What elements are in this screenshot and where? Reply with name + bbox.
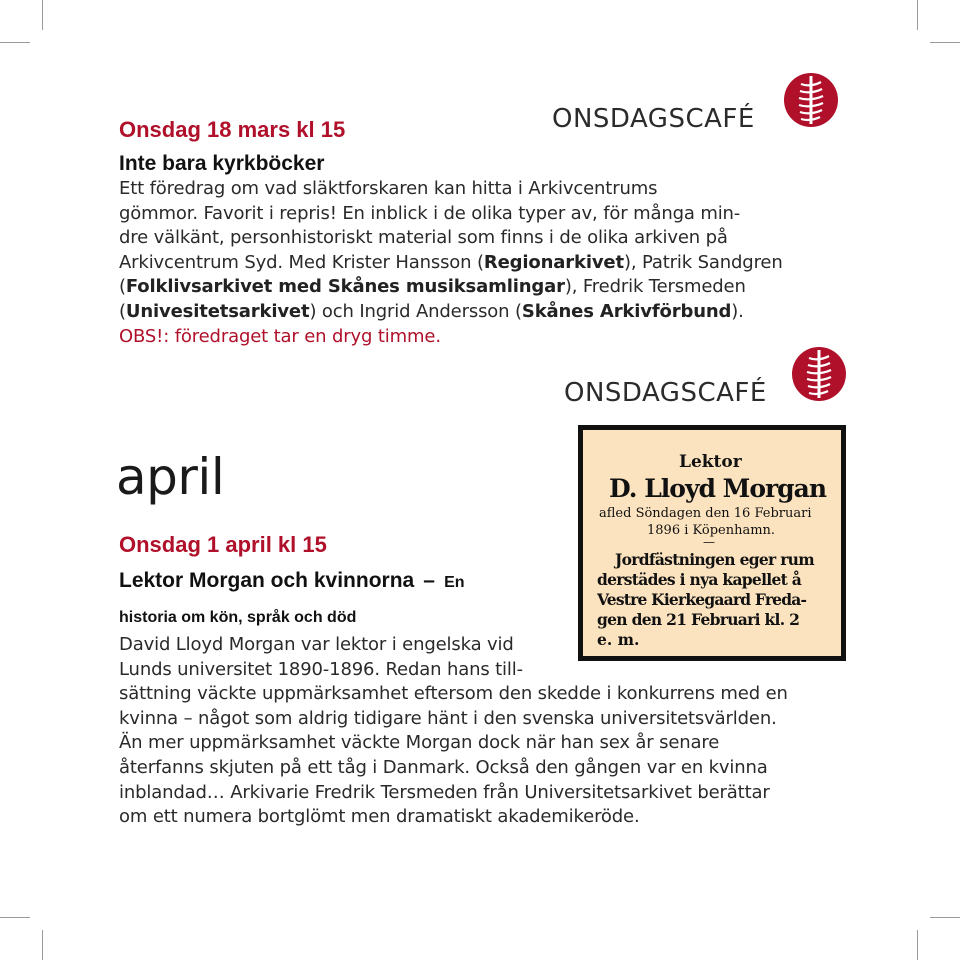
- crop-mark: [930, 917, 960, 918]
- event2-title: [119, 569, 465, 593]
- archive-name: Folklivsarkivet med Skånes musiksamlingar: [125, 276, 565, 298]
- clipping-line: Vestre Kierkegaard Freda-: [597, 590, 807, 609]
- event2-line: kvinna – något som aldrig tidigare hänt i den svenska universitetsvärlden.: [119, 707, 777, 729]
- crop-mark: [917, 0, 918, 30]
- event2-description: [119, 633, 788, 830]
- clipping-heading: Lektor: [679, 452, 742, 472]
- event2-line: sättning väckte uppmärksamhet eftersom den skedde i konkurrens med en: [119, 683, 788, 705]
- clipping-name: D. Lloyd Morgan: [609, 474, 827, 503]
- event1-line: (Folklivsarkivet med Skånes musiksamlingar), Fredrik Tersmeden: [119, 276, 746, 298]
- crop-mark: [930, 42, 960, 43]
- event1-line: Arkivcentrum Syd. Med Krister Hansson (Regionarkivet), Patrik Sandgren: [119, 251, 783, 273]
- event1-description: [119, 177, 783, 349]
- event2-title-dash: –: [423, 569, 435, 592]
- event2-line: återfanns skjuten på ett tåg i Danmark. Också den gången var en kvinna: [119, 756, 768, 778]
- newspaper-clipping: [578, 425, 846, 661]
- clipping-line: —: [703, 535, 715, 549]
- clipping-line: 1896 i Köpenhamn.: [647, 523, 776, 538]
- clipping-line: e. m.: [597, 630, 640, 649]
- event1-line: Ett föredrag om vad släktforskaren kan hitta i Arkivcentrums: [119, 178, 658, 199]
- event2-line: inblandad… Arkivarie Fredrik Tersmeden från Universitetsarkivet berättar: [119, 781, 770, 803]
- archive-name: Skånes Arkivförbund: [521, 300, 732, 322]
- clipping-line: derstädes i nya kapellet å: [597, 570, 802, 589]
- event1-line: (Univesitetsarkivet) och Ingrid Andersson (Skånes Arkivförbund).: [119, 300, 744, 322]
- event1-line: dre välkänt, personhistoriskt material som finns i de olika arkiven på: [119, 227, 728, 249]
- event2-line: om ett numera bortglömt men dramatiskt akademikeröde.: [119, 806, 640, 828]
- event2-line: Än mer uppmärksamhet väckte Morgan dock när han sex år senare: [119, 732, 720, 754]
- onsdagscafe-logo-icon: [783, 72, 839, 128]
- event1-line: gömmor. Favorit i repris! En inblick i de olika typer av, för många min-: [119, 202, 741, 224]
- event1-title: Inte bara kyrkböcker: [119, 152, 325, 175]
- crop-mark: [42, 0, 43, 30]
- event1-date: Onsdag 18 mars kl 15: [119, 117, 346, 142]
- event2-title-main: Lektor Morgan och kvinnorna: [119, 569, 415, 592]
- event2-line: Lunds universitet 1890-1896. Redan hans till-: [119, 658, 523, 680]
- event2-subtitle: historia om kön, språk och död: [119, 609, 357, 626]
- brand-name: ONSDAGSCAFÉ: [564, 378, 767, 408]
- clipping-line: Jordfästningen eger rum: [615, 550, 814, 569]
- event2-date: Onsdag 1 april kl 15: [119, 532, 327, 557]
- clipping-line: gen den 21 Februari kl. 2: [597, 610, 800, 629]
- brand-name: ONSDAGSCAFÉ: [552, 104, 755, 134]
- crop-mark: [0, 42, 30, 43]
- crop-mark: [42, 930, 43, 960]
- crop-mark: [0, 917, 30, 918]
- event2-title-en: En: [444, 574, 465, 591]
- month-heading: april: [116, 448, 225, 506]
- event1-note: OBS!: föredraget tar en dryg timme.: [119, 325, 441, 347]
- crop-mark: [917, 930, 918, 960]
- clipping-line: afled Söndagen den 16 Februari: [599, 506, 812, 521]
- archive-name: Regionarkivet: [483, 251, 624, 273]
- event2-line: David Lloyd Morgan var lektor i engelska vid: [119, 634, 514, 655]
- onsdagscafe-logo-icon: [791, 346, 847, 402]
- archive-name: Univesitetsarkivet: [125, 300, 310, 322]
